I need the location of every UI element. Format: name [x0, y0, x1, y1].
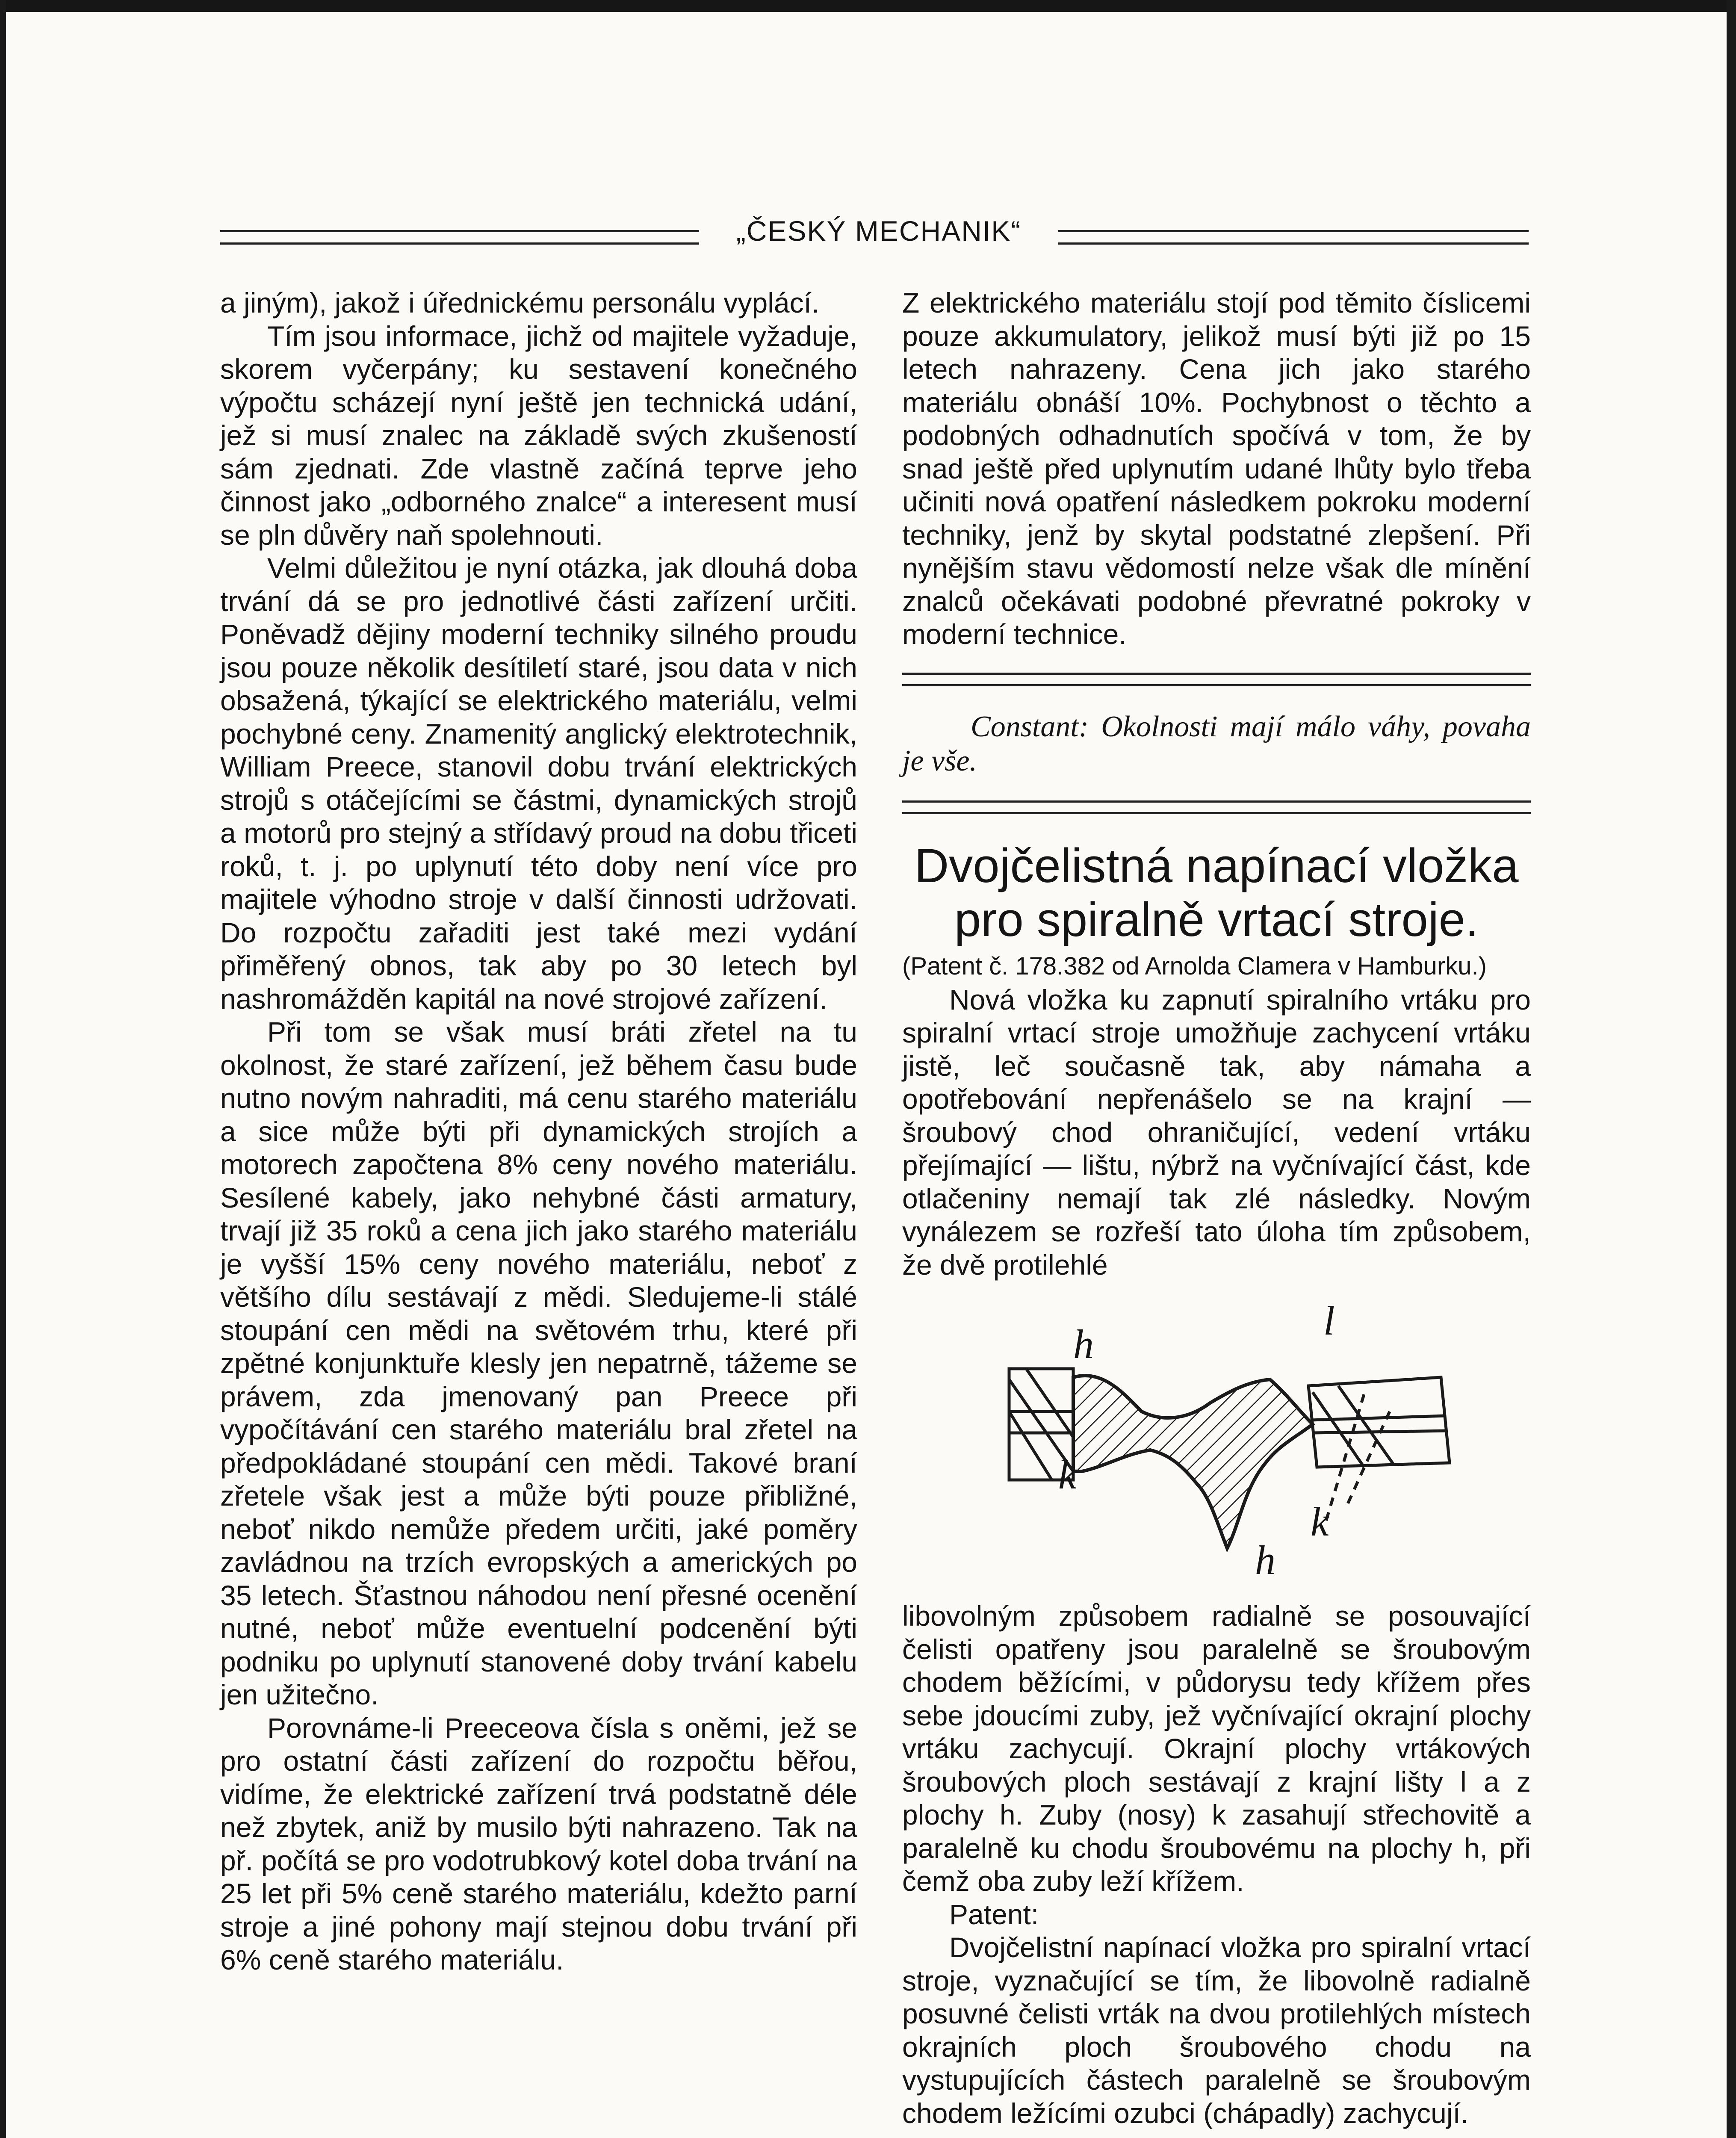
left-paragraph-2: Tím jsou informace, jichž od majitele vyžaduje, skorem vyčerpány; ku sestavení konečného výpočtu scházejí nyní ještě jen technická udání, jež si musí znalec na základě svých zkušeností sám zjednati. Zde vlastně začíná teprve jeho činnost jako „odborného znalce“ a interesent musí se pln důvěry naň spolehnouti.	[220, 320, 857, 551]
figure-label-h-top: h	[1073, 1321, 1094, 1367]
right-jaw	[1308, 1377, 1450, 1523]
article-title	[902, 839, 1531, 947]
left-paragraph-1: a jiným), jakož i úřednickému personálu vyplácí.	[220, 287, 820, 319]
article-paragraph-2: libovolným způsobem radialně se posouvající čelisti opatřeny jsou paralelně se šroubovým chodem běžícími, v půdorysu tedy křížem přes sebe jdoucími zuby, jež vyčnívající okrajní plochy vrtáku zachycují. Okrajní plochy vrtákových šroubových ploch sestávají z krajní lišty l a z plochy h. Zuby (nosy) k zasahují střechovitě a paralelně ku chodu šroubovému na plochy h, při čemž oba zuby leží křížem.	[902, 1600, 1531, 1897]
left-column	[220, 286, 857, 1977]
motto-quote	[902, 710, 1531, 778]
scan-border-right	[1727, 0, 1736, 2138]
drill-profile	[1073, 1376, 1313, 1548]
left-paragraph-3: Velmi důležitou je nyní otázka, jak dlouhá doba trvání dá se pro jednotlivé části zařízení určiti. Poněvadž dějiny moderní techniky silného proudu jsou pouze několik desítiletí staré, jsou data v nich obsažená, týkající se elektrického materiálu, velmi pochybné ceny. Znamenitý anglický elektrotechnik, William Preece, stanovil dobu trvání elektrických strojů s otáčejícími se částmi, dynamických strojů a motorů pro stejný a střídavý proud na dobu třiceti roků, t. j. po uplynutí této doby není více pro majitele výhodno stroje v další činnosti udržovati. Do rozpočtu zařaditi jest také mezi vydání přiměřený obnos, tak aby po 30 letech byl nashromážděn kapitál na nové strojové zařízení.	[220, 552, 857, 1015]
article-title-line-2: pro spiralně vrtací stroje.	[954, 892, 1479, 946]
figure-label-k-right: k	[1311, 1499, 1329, 1544]
drill-cross-section-drawing	[902, 1283, 1531, 1600]
right-intro-paragraph: Z elektrického materiálu stojí pod těmito číslicemi pouze akkumulatory, jelikož musí býti již po 15 letech nahrazeny. Cena jich jako starého materiálu obnáší 10%. Pochybnost o těchto a podobných odhadnutích spočívá v tom, že by snad ještě před uplynutím udané lhůty bylo třeba učiniti nová opatření následkem pokroku moderní techniky, jenž by skytal podstatné zlepšení. Při nynějším stavu vědomostí nelze však dle mínění znalců očekávati podobné převratné pokroky v moderní technice.	[902, 287, 1531, 650]
motto-text: Constant: Okolnosti mají málo váhy, povaha je vše.	[902, 710, 1531, 777]
header-rule-right	[1058, 230, 1529, 245]
patent-heading: Patent:	[949, 1898, 1039, 1930]
article-paragraph-1: Nová vložka ku zapnutí spiralního vrtáku pro spiralní vrtací stroje umožňuje zachycení vrtáku jistě, leč současně tak, aby námaha a opotřebování nepřenášelo se na krajní — šroubový chod ohraničující, vedení vrtáku přejímající — lištu, nýbrž na vyčnívající část, kde otlačeniny nemají tak zlé následky. Novým vynálezem se rozřeší tato úloha tím způsobem, že dvě protilehlé	[902, 983, 1531, 1281]
drill-chuck-figure	[902, 1283, 1531, 1600]
running-title: „ČESKÝ MECHANIK“	[736, 215, 1022, 247]
left-paragraph-5: Porovnáme-li Preeceova čísla s oněmi, jež se pro ostatní části zařízení do rozpočtu běřou, vidíme, že elektrické zařízení trvá podstatně déle než zbytek, aniž by musilo býti nahrazeno. Tak na př. počítá se pro vodotrubkový kotel doba trvání na 25 let při 5% ceně starého materiálu, kdežto parní stroje a jiné pohony mají stejnou dobu trvání při 6% ceně starého materiálu.	[220, 1712, 857, 1976]
running-header	[220, 214, 1529, 248]
section-divider-bottom	[902, 800, 1531, 814]
patent-reference: (Patent č. 178.382 od Arnolda Clamera v Hamburku.)	[902, 952, 1487, 980]
right-column	[902, 286, 1531, 2138]
figure-label-k-left: k	[1058, 1452, 1077, 1497]
scan-border-left	[0, 0, 6, 2138]
article-title-line-1: Dvojčelistná napínací vložka	[914, 839, 1519, 892]
figure-label-l: l	[1323, 1298, 1335, 1344]
patent-claim: Dvojčelistní napínací vložka pro spiralní vrtací stroje, vyznačující se tím, že libovolně radialně posuvné čelisti vrták na dvou protilehlých místech okrajních ploch šroubového chodu na vystupujících částech paralelně se šroubovým chodem ležícími ozubci (chápadly) zachycují.	[902, 1931, 1531, 2129]
left-paragraph-4: Při tom se však musí bráti zřetel na tu okolnost, že staré zařízení, jež během času bude nutno novým nahraditi, má cenu starého materiálu a sice může býti při dynamických strojích a motorech započtena 8% ceny nového materiálu. Sesílené kabely, jako nehybné části armatury, trvají již 35 roků a cena jich jako starého materiálu je vyšší 15% ceny nového materiálu, neboť z většího dílu sestávají z mědi. Sledujeme-li stálé stoupání cen mědi na světovém trhu, které při zpětné konjunktuře klesly jen nepatrně, tážeme se právem, zda jmenovaný pan Preece při vypočítávání cen starého materiálu bral zřetel na předpokládané stoupání cen mědi. Takové braní zřetele však jest a může býti pouze přibližné, neboť nikdo nemůže předem určiti, jaké poměry zavládnou na trzích evropských a amerických po 35 letech. Šťastnou náhodou není přesné ocenění nutné, neboť může eventuelní podcenění býti podniku po uplynutí stanovené doby trvání kabelu jen užitečno.	[220, 1016, 857, 1710]
header-rule-left	[220, 230, 699, 245]
section-divider-top	[902, 673, 1531, 686]
figure-label-h-bottom: h	[1255, 1537, 1275, 1583]
scan-border-top	[0, 0, 1736, 12]
